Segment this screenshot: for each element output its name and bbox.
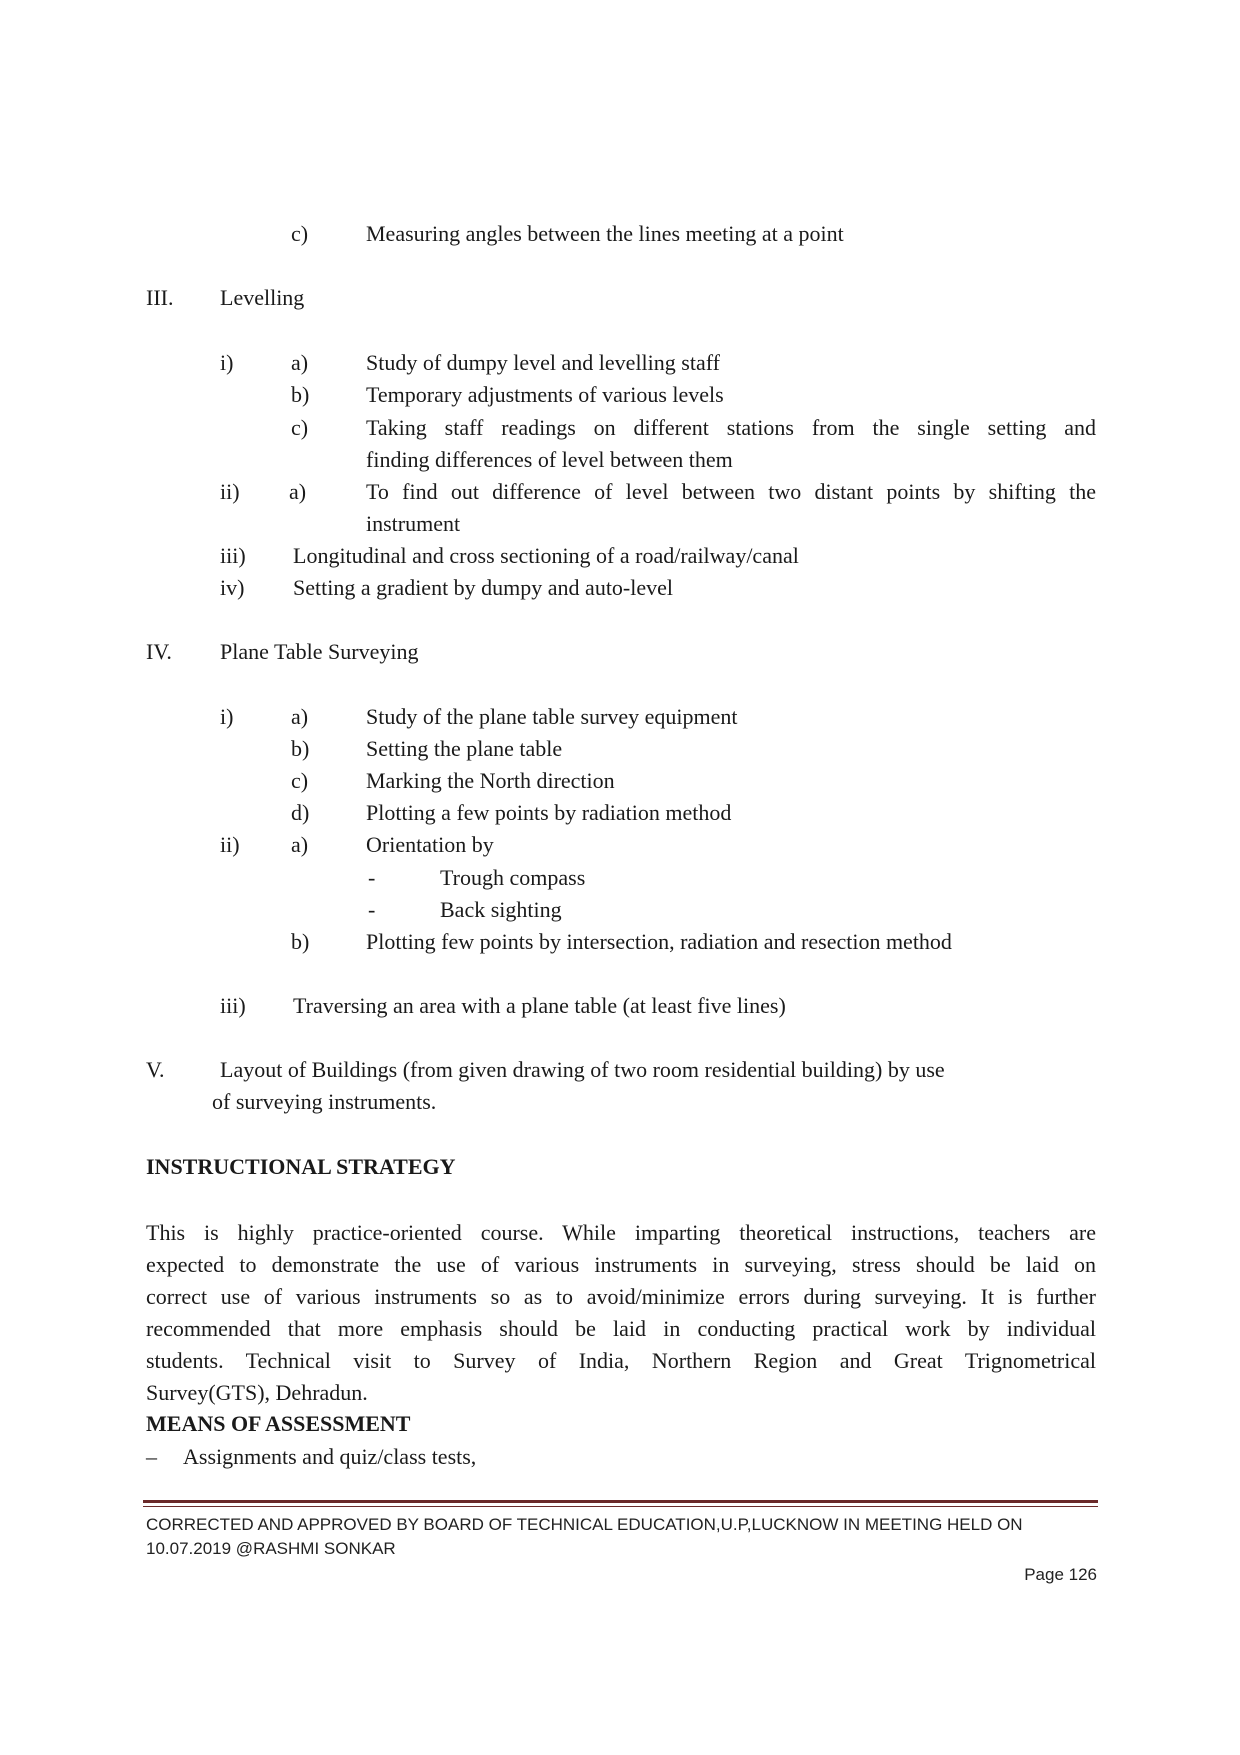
item-text: Marking the North direction <box>366 768 615 793</box>
item-text: Plotting a few points by radiation method <box>366 800 732 825</box>
footer-approval-date: 10.07.2019 @RASHMI SONKAR <box>146 1539 396 1558</box>
item-roman: iv) <box>220 575 245 600</box>
item-text-continued: instrument <box>366 511 461 536</box>
item-roman: iii) <box>220 543 246 568</box>
item-text: Setting a gradient by dumpy and auto-level <box>293 575 674 600</box>
item-text: Longitudinal and cross sectioning of a road/railway/canal <box>293 543 799 568</box>
item-marker: b) <box>291 382 310 407</box>
item-roman: ii) <box>220 479 240 504</box>
item-marker: c) <box>291 221 309 246</box>
strategy-line: This is highly practice-oriented course. While imparting theoretical instructions, teachers are <box>146 1220 1096 1245</box>
item-text: Study of the plane table survey equipment <box>366 704 738 729</box>
item-marker: a) <box>291 350 309 375</box>
section-text-continued: of surveying instruments. <box>212 1089 437 1114</box>
strategy-heading: INSTRUCTIONAL STRATEGY <box>146 1154 456 1179</box>
assessment-heading: MEANS OF ASSESSMENT <box>146 1411 411 1436</box>
item-text: To find out difference of level between two distant points by shifting the <box>366 479 1096 504</box>
section-text: Layout of Buildings (from given drawing of two room residential building) by use <box>220 1057 945 1082</box>
item-roman: ii) <box>220 832 240 857</box>
item-roman: i) <box>220 704 234 729</box>
item-text-continued: finding differences of level between them <box>366 447 733 472</box>
item-roman: i) <box>220 350 234 375</box>
section-title: Levelling <box>220 285 305 310</box>
section-numeral: III. <box>146 285 174 310</box>
item-marker: b) <box>291 736 310 761</box>
strategy-line: expected to demonstrate the use of various instruments in surveying, stress should be laid on <box>146 1252 1096 1277</box>
item-marker: d) <box>291 800 310 825</box>
section-numeral: V. <box>146 1057 165 1082</box>
item-text: Study of dumpy level and levelling staff <box>366 350 720 375</box>
item-text: Traversing an area with a plane table (at least five lines) <box>293 993 786 1018</box>
item-marker: a) <box>291 704 309 729</box>
item-marker: c) <box>291 415 309 440</box>
page-number: Page 126 <box>1024 1565 1097 1584</box>
item-text: Orientation by <box>366 832 494 857</box>
strategy-line: correct use of various instruments so as to avoid/minimize errors during surveying. It is further <box>146 1284 1096 1309</box>
section-title: Plane Table Surveying <box>220 639 419 664</box>
footer-rule <box>143 1500 1098 1503</box>
item-text: Taking staff readings on different stations from the single setting and <box>366 415 1096 440</box>
item-text: Trough compass <box>440 865 586 890</box>
item-text: Plotting few points by intersection, radiation and resection method <box>366 929 952 954</box>
item-marker: a) <box>289 479 307 504</box>
item-marker: a) <box>291 832 309 857</box>
footer-approval: CORRECTED AND APPROVED BY BOARD OF TECHNICAL EDUCATION,U.P,LUCKNOW IN MEETING HELD ON <box>146 1515 1023 1534</box>
strategy-line: recommended that more emphasis should be laid in conducting practical work by individual <box>146 1316 1096 1341</box>
item-text: Measuring angles between the lines meeting at a point <box>366 221 844 246</box>
dash-marker: - <box>368 865 376 890</box>
dash-marker: - <box>368 897 376 922</box>
item-text: Temporary adjustments of various levels <box>366 382 724 407</box>
item-marker: c) <box>291 768 309 793</box>
footer-rule-thin <box>143 1506 1098 1507</box>
item-text: Back sighting <box>440 897 562 922</box>
item-text: Setting the plane table <box>366 736 563 761</box>
strategy-line: Survey(GTS), Dehradun. <box>146 1380 368 1405</box>
section-numeral: IV. <box>146 639 172 664</box>
strategy-line: students. Technical visit to Survey of India, Northern Region and Great Trignometrical <box>146 1348 1096 1373</box>
item-marker: b) <box>291 929 310 954</box>
assessment-item: Assignments and quiz/class tests, <box>183 1444 477 1469</box>
item-roman: iii) <box>220 993 246 1018</box>
bullet-marker: – <box>146 1444 157 1469</box>
